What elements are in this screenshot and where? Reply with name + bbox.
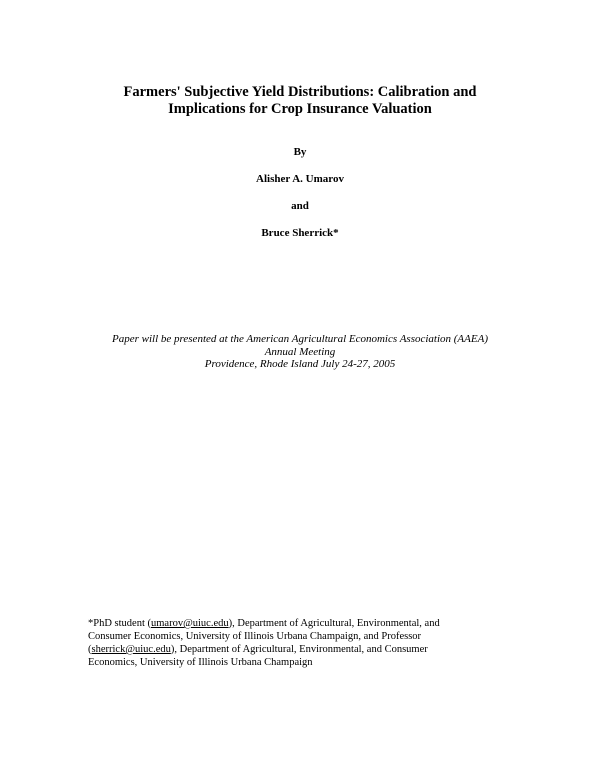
footnote-line-3 bbox=[88, 643, 528, 656]
author-umarov: Alisher A. Umarov bbox=[256, 173, 344, 185]
author-sherrick: Bruce Sherrick* bbox=[261, 227, 339, 239]
and-label: and bbox=[291, 200, 309, 212]
footnote-line-1 bbox=[88, 617, 528, 630]
paper-title bbox=[40, 84, 560, 118]
by-label: By bbox=[293, 146, 307, 158]
footnote-text: ), Department of Agricultural, Environmental, and Consumer bbox=[170, 644, 428, 655]
footnote-text: ), Department of Agricultural, Environmental, and bbox=[228, 618, 440, 629]
footnote-line-2: Consumer Economics, University of Illinois Urbana Champaign, and Professor bbox=[88, 631, 422, 642]
presentation-line-3: Providence, Rhode Island July 24-27, 2005 bbox=[204, 358, 396, 370]
title-line-1: Farmers' Subjective Yield Distributions: Calibration and bbox=[123, 84, 477, 100]
presentation-line-2: Annual Meeting bbox=[264, 345, 336, 358]
footnote-text: *PhD student ( bbox=[88, 618, 151, 629]
footnote-text: ( bbox=[88, 644, 92, 655]
title-line-2: Implications for Crop Insurance Valuation bbox=[168, 101, 432, 117]
umarov-email-link[interactable]: umarov@uiuc.edu bbox=[151, 618, 229, 629]
presentation-line-1: Paper will be presented at the American Agricultural Economics Association (AAEA) bbox=[112, 333, 488, 345]
presentation-note bbox=[40, 333, 560, 371]
sherrick-email-link[interactable]: sherrick@uiuc.edu bbox=[91, 644, 171, 655]
author-footnote bbox=[88, 617, 528, 669]
footnote-line-4: Economics, University of Illinois Urbana Champaign bbox=[88, 657, 313, 668]
